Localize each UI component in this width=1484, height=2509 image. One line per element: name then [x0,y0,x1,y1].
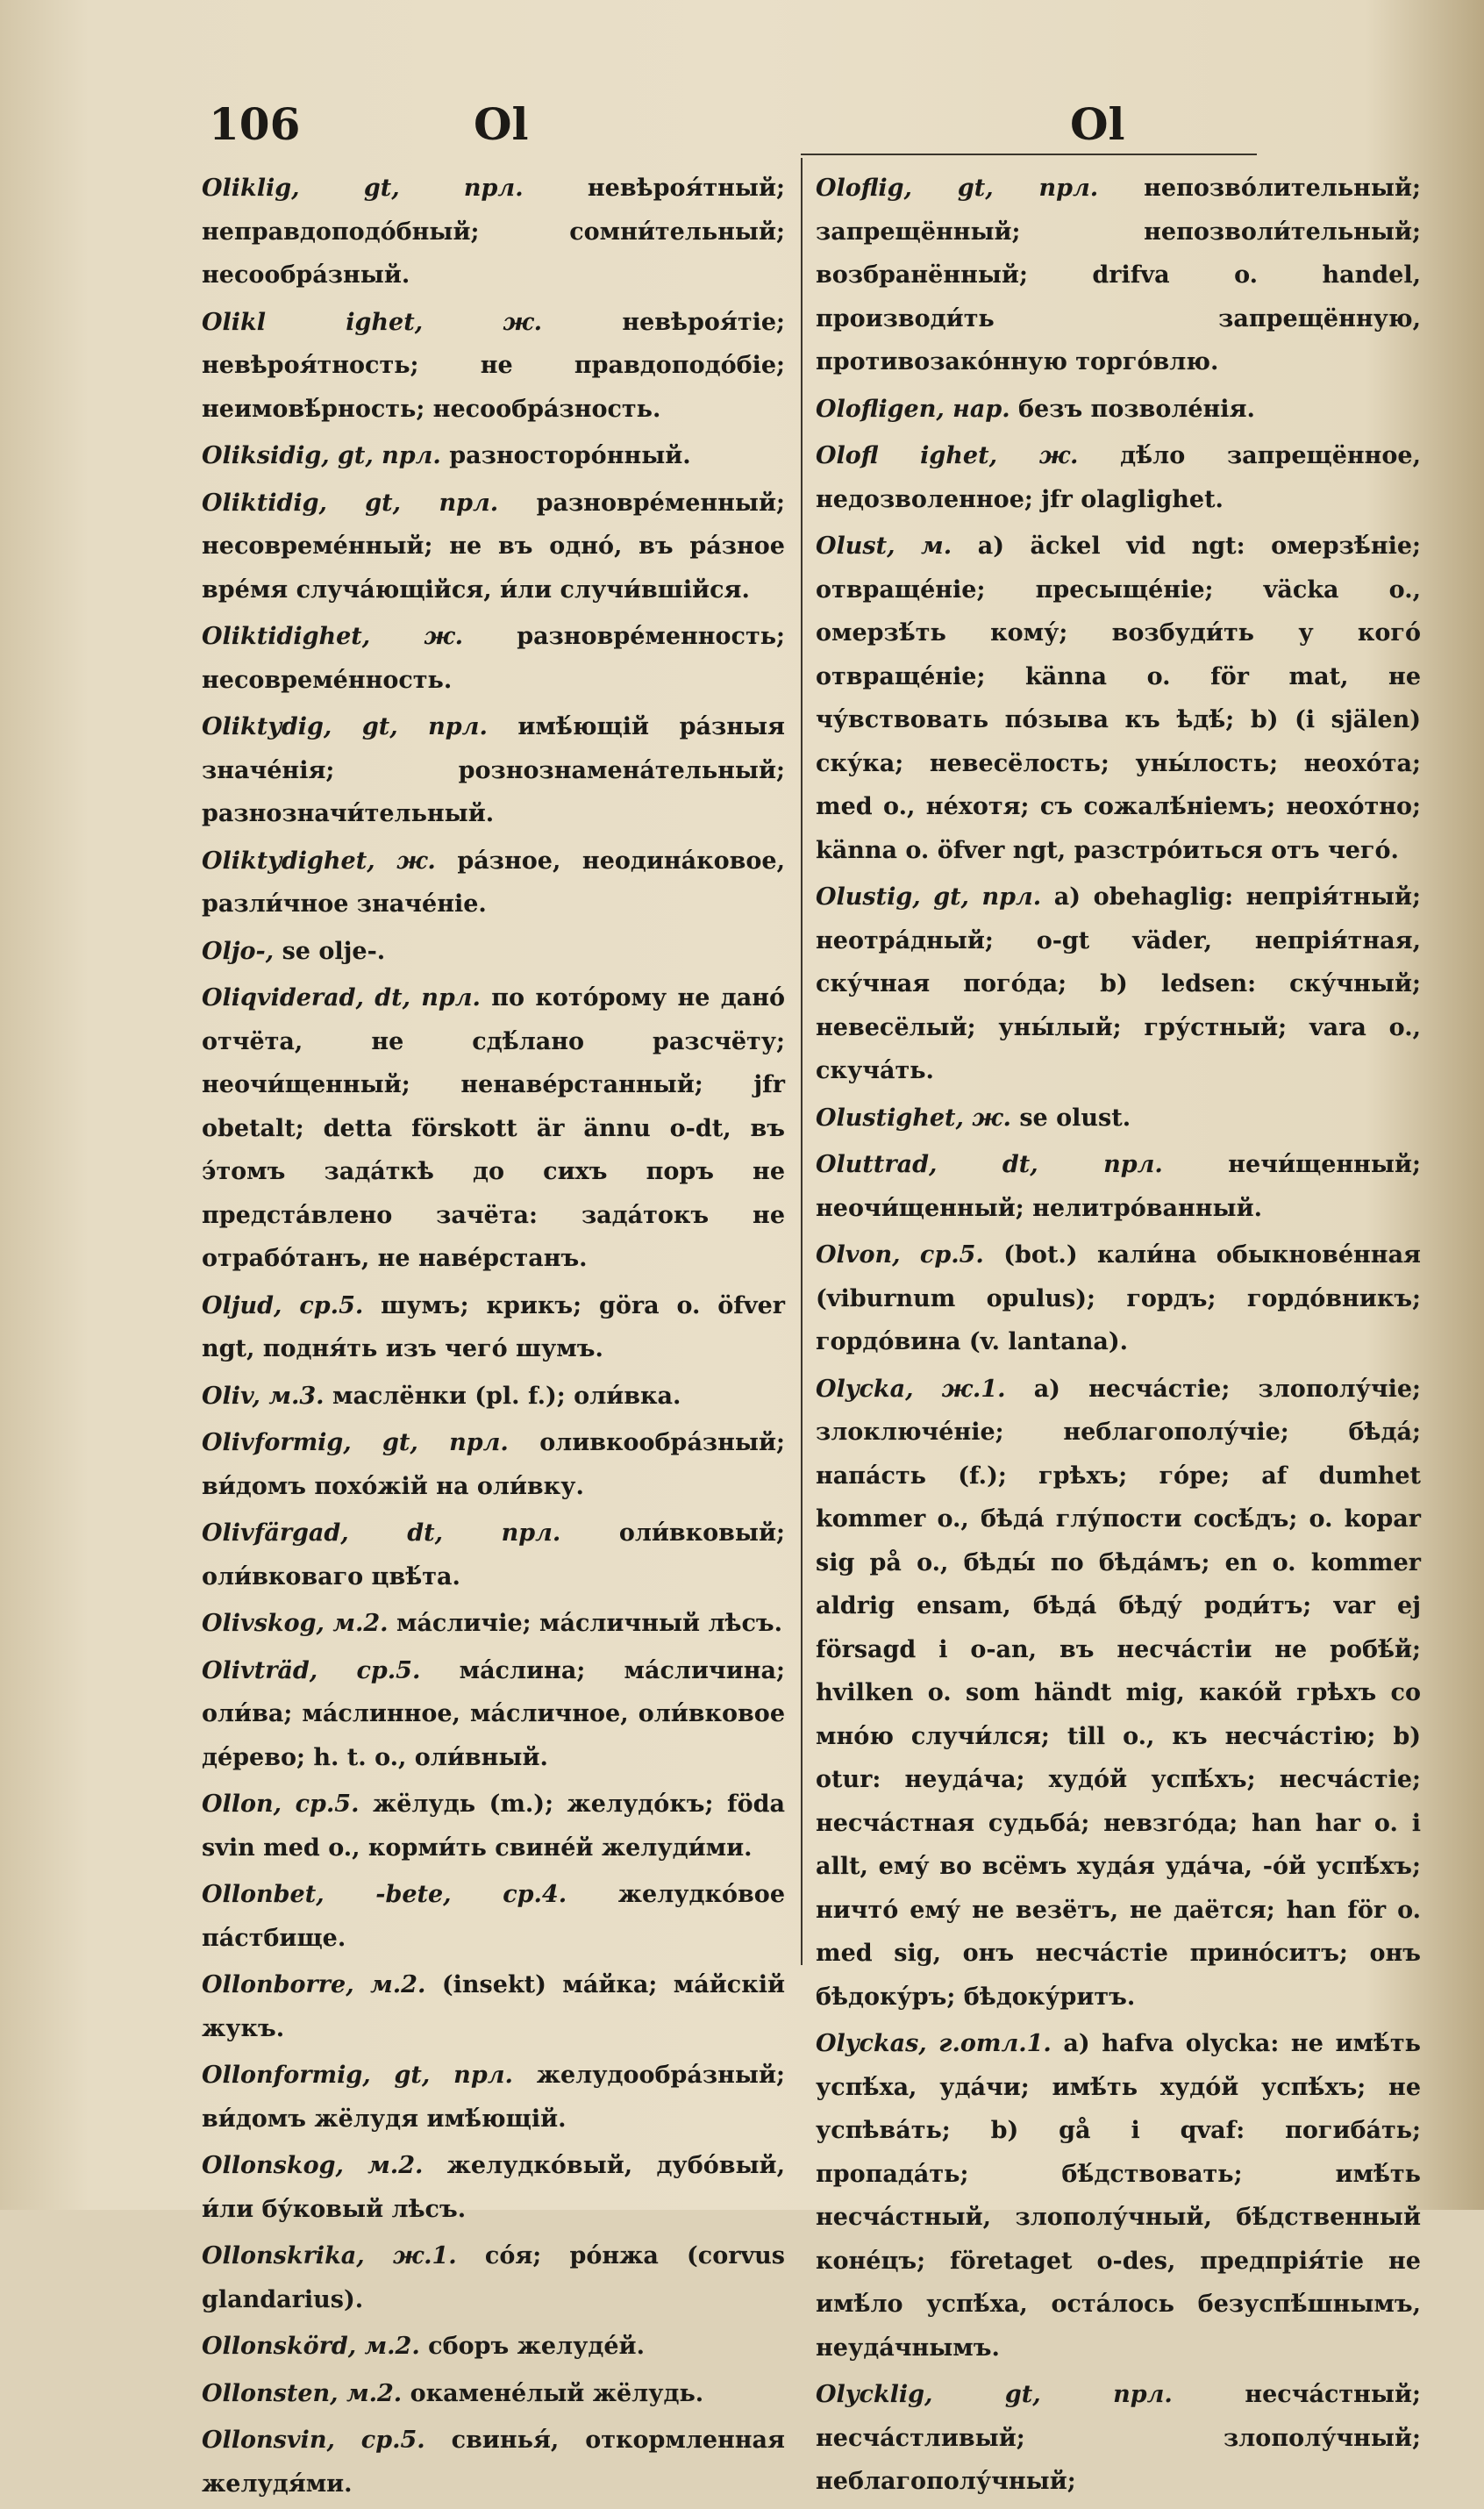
entry-headword: Oloflig, gt, прл. [816,175,1099,202]
entry-definition: (bot.) кали́на обыкнове́нная (viburnum opulus); гордъ; гордо́вникъ; гордо́вина (v. lantana). [816,1241,1422,1355]
dictionary-entry [202,1284,785,1371]
dictionary-entry [202,434,785,478]
entry-definition: ра́зное, неодина́ковое, разли́чное значе́ніе. [202,847,786,918]
entry-definition: ма́слина; ма́сличина; оли́ва; ма́слинное, ма́сличное, оли́вковое де́рево; h. t. o., оли́вный. [202,1656,785,1771]
entry-headword: Olivfärgad, dt, прл. [202,1519,561,1547]
dictionary-entry [202,2144,785,2231]
header-rule [801,154,1257,155]
entry-headword: Oluttrad, dt, прл. [816,1151,1163,1178]
dictionary-entry [816,1143,1421,1230]
entry-definition: a) obehaglig: непрія́тный; неотра́дный; o-gt väder, непрія́тная, ску́чная пого́да; b) ledsen: ску́чный; невесёлый; уны́лый; гру́стный; vara o., скуча́ть. [816,883,1421,1084]
entry-definition: желудообра́зный; ви́домъ жёлудя имѣ́ющій. [202,2062,785,2133]
entry-headword: Olustighet, ж. [816,1104,1011,1132]
dictionary-entry [202,482,785,612]
entry-definition: a) äckel vid ngt: омерзѣ́ніе; отвраще́ніе; пресыще́ніе; väcka o., омерзѣ́ть кому́; возбуди́ть у кого́ отвраще́ніе; känna o. för mat, не чу́вствовать по́зыва къ ѣдѣ́; b) (i själen) ску́ка; невесёлость; уны́лость; неохо́та; med o., не́хотя; съ сожалѣ́ніемъ; неохо́тно; känna o. öfver ngt, разстро́иться отъ чего́. [816,533,1421,864]
dictionary-entry [816,525,1421,872]
dictionary-entry [202,976,785,1281]
entry-headword: Oliv, м.3. [202,1382,325,1410]
dictionary-entry [816,167,1421,384]
entry-headword: Oliksidig, gt, прл. [202,442,441,469]
entry-headword: Ollonbet, -bete, ср.4. [202,1881,567,1908]
dictionary-entry [202,2234,785,2321]
entry-headword: Olivträd, ср.5. [202,1656,421,1684]
entry-definition: несча́стный; несча́стливый; злополу́чный; неблагополу́чный; [816,2381,1421,2495]
entry-headword: Olust, м. [816,533,952,560]
entry-headword: Ollonsten, м.2. [202,2379,403,2407]
entry-headword: Olofligen, нар. [816,395,1010,423]
entry-definition: a) hafva olycka: не имѣ́ть успѣ́ха, уда́чи; имѣ́ть худо́й успѣ́хъ; не успѣва́ть; b) gå i qvaf: погиба́ть; пропада́ть; бѣ́дствовать; имѣ́ть несча́стный, злополу́чный, бѣ́дственный коне́цъ; företaget o-des, предпрія́тіе не имѣ́ло успѣ́ха, оста́лось безуспѣ́шнымъ, неуда́чнымъ. [816,2030,1421,2362]
entry-headword: Ollonsvin, ср.5. [202,2427,425,2454]
dictionary-entry [202,1512,785,1598]
page-header [0,98,1484,160]
entry-definition: невѣроя́тный; неправдоподо́бный; сомни́тельный; несообра́зный. [202,175,785,289]
dictionary-entry [816,1097,1421,1140]
entry-headword: Oliktydighet, ж. [202,847,436,875]
left-column [202,167,785,2509]
dictionary-entry [202,167,785,297]
dictionary-entry [816,388,1421,432]
entry-definition: желудко́вый, дубо́вый, и́ли бу́ковый лѣсъ. [202,2152,785,2223]
entry-headword: Ollon, ср.5. [202,1791,360,1818]
entry-headword: Ollonskörd, м.2. [202,2333,420,2360]
entry-headword: Oliqviderad, dt, прл. [202,984,481,1011]
entry-headword: Oljo-, [202,937,275,965]
entry-headword: Olivformig, gt, прл. [202,1429,509,1456]
page-number: 106 [209,98,301,150]
entry-headword: Ollonformig, gt, прл. [202,2062,513,2089]
entry-definition: непозво́лительный; запрещённый; непозволи́тельный; возбранённый; drifva o. handel, производи́ть запрещённую, противозако́нную торго́влю. [816,175,1421,375]
entry-headword: Ollonborre, м.2. [202,1971,426,1998]
entry-definition: оли́вковый; оли́вковаго цвѣ́та. [202,1519,785,1590]
entry-headword: Olycklig, gt, прл. [816,2381,1173,2408]
entry-definition: шумъ; крикъ; göra o. öfver ngt, подня́ть изъ чего́ шумъ. [202,1291,786,1362]
entry-definition: нечи́щенный; неочи́щенный; нелитро́ванный. [816,1151,1421,1222]
entry-definition: желудко́вое па́стбище. [202,1881,785,1952]
dictionary-entry [202,1649,785,1780]
dictionary-entry [202,1783,785,1869]
entry-definition: по кото́рому не дано́ отчёта, не сдѣ́лано разсчёту; неочи́щенный; ненаве́рстанный; jfr obetalt; detta förskott är ännu o-dt, въ э́томъ зада́ткѣ до сихъ поръ не предста́влено зачёта: зада́токъ не отрабо́танъ, не наве́рстанъ. [202,984,785,1272]
entry-definition: сборъ желуде́й. [428,2333,645,2360]
entry-headword: Olvon, ср.5. [816,1241,984,1269]
entry-definition: со́я; ро́нжа (corvus glandarius). [202,2242,785,2313]
entry-headword: Oljud, ср.5. [202,1291,364,1319]
entry-headword: Olivskog, м.2. [202,1610,389,1637]
dictionary-entry [202,615,785,702]
catchword-right: Ol [1070,98,1125,150]
entry-definition: свинья́, откормленная желудя́ми. [202,2427,785,2498]
dictionary-entry [202,1421,785,1508]
dictionary-entry [202,2325,785,2369]
entry-headword: Olikl ighet, ж. [202,308,543,336]
entry-headword: Oliktidig, gt, прл. [202,489,499,517]
dictionary-entry [202,2419,785,2505]
entry-definition: жёлудь (m.); желудо́къ; föda svin med o., корми́ть свине́й желуди́ми. [202,1791,785,1862]
dictionary-entry [816,876,1421,1093]
dictionary-entry [816,434,1421,521]
dictionary-entry [202,930,785,974]
entry-headword: Olyckas, г.отл.1. [816,2030,1052,2057]
entry-definition: безъ позволе́нія. [1018,395,1255,423]
dictionary-entry [816,2373,1421,2504]
entry-definition: разновре́менный; несовреме́нный; не въ одно́, въ ра́зное вре́мя случа́ющійся, и́ли случи́вшійся. [202,489,785,604]
dictionary-entry [202,2054,785,2141]
entry-definition: разносторо́нный. [449,442,691,469]
entry-headword: Oliklig, gt, прл. [202,175,524,202]
entry-definition: (insekt) ма́йка; ма́йскій жукъ. [202,1971,786,2042]
entry-definition: оливкообра́зный; ви́домъ похо́жій на оли́вку. [202,1429,785,1500]
dictionary-entry [816,1233,1421,1364]
entry-headword: Olustig, gt, прл. [816,883,1042,911]
right-column [816,167,1421,2507]
dictionary-entry [202,2372,785,2416]
entry-definition: дѣ́ло запрещённое, недозволенное; jfr olaglighet. [816,442,1422,513]
entry-definition: se olje-. [282,937,386,965]
dictionary-entry [202,1963,785,2050]
entry-headword: Ollonskrika, ж.1. [202,2242,457,2270]
entry-definition: разновре́менность; несовреме́нность. [202,623,786,694]
catchword-left: Ol [474,98,529,150]
entry-headword: Ollonskog, м.2. [202,2152,424,2179]
dictionary-entry [202,1873,785,1960]
entry-definition: a) несча́стіе; злополу́чіе; злоключе́ніе; неблагополу́чіе; бѣда́; напа́сть (f.); грѣхъ; го́ре; af dumhet kommer o., бѣда́ глу́пости сосѣ́дъ; o. kopar sig på o., бѣды́ по бѣда́мъ; en o. kommer aldrig ensam, бѣда́ бѣду́ роди́тъ; var ej försagd i o-an, въ несча́стіи не робѣ́й; hvilken o. som händt mig, како́й грѣхъ со мно́ю случи́лся; till o., къ несча́стію; b) otur: неуда́ча; худо́й успѣ́хъ; несча́стіе; несча́стная судьба́; невзго́да; han har o. i allt, ему́ во всёмъ худа́я уда́ча, -о́й успѣ́хъ; ничто́ ему́ не везётъ, не даётся; han för o. med sig, онъ несча́стіе прино́ситъ; онъ бѣдоку́ръ; бѣдоку́ритъ. [816,1375,1422,2011]
entry-definition: невѣроя́тіе; невѣроя́тность; не правдоподо́біе; неимовѣ́рность; несообра́зность. [202,308,785,423]
dictionary-entry [202,301,785,432]
dictionary-entry [816,2022,1421,2370]
dictionary-entry [202,1602,785,1646]
dictionary-entry [816,1368,1421,2019]
column-divider [801,158,803,1965]
entry-definition: ма́сличіе; ма́сличный лѣсъ. [396,1610,783,1637]
entry-headword: Oliktidighet, ж. [202,623,463,650]
dictionary-entry [202,705,785,836]
dictionary-entry [202,1375,785,1419]
entry-definition: se olust. [1019,1104,1131,1132]
dictionary-entry [202,840,785,926]
entry-definition: имѣ́ющій ра́зныя значе́нія; рознознамена́тельный; разнозначи́тельный. [202,713,785,827]
entry-definition: маслёнки (pl. f.); оли́вка. [332,1382,681,1410]
entry-definition: окамене́лый жёлудь. [410,2379,704,2407]
entry-headword: Olycka, ж.1. [816,1375,1006,1403]
entry-headword: Olofl ighet, ж. [816,442,1079,469]
entry-headword: Oliktydig, gt, прл. [202,713,488,740]
